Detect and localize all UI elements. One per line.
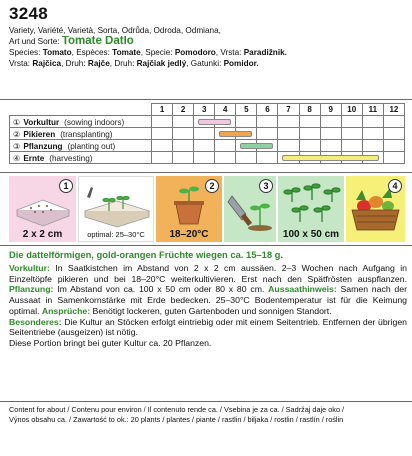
calendar-month: 9	[320, 104, 341, 116]
icon-label: optimal: 25–30°C	[87, 230, 145, 239]
calendar-cell	[299, 152, 320, 164]
calendar-cell	[257, 140, 278, 152]
calendar-row	[10, 140, 405, 152]
vorkultur-heading: Vorkultur:	[9, 263, 50, 273]
aussaat-heading: Aussaathinweis:	[268, 284, 337, 295]
pflanzung-heading: Pflanzung:	[9, 284, 54, 295]
calendar-cell	[152, 152, 173, 164]
activity-name: Pikieren	[23, 129, 56, 139]
activity-number: ②	[13, 129, 21, 139]
calendar-cell	[299, 116, 320, 128]
calendar-cell	[383, 128, 404, 140]
calendar-month: 8	[299, 104, 320, 116]
activity-subtitle: (sowing indoors)	[64, 117, 125, 127]
calendar-cell	[383, 152, 404, 164]
calendar-cell	[152, 116, 173, 128]
calendar-month-header	[10, 104, 405, 116]
calendar-cell	[320, 140, 341, 152]
calendar-cell	[341, 128, 362, 140]
calendar-cell	[299, 128, 320, 140]
calendar-cell	[320, 116, 341, 128]
calendar-cell	[152, 140, 173, 152]
gatunki-label: , Gatunki:	[186, 59, 222, 68]
especes-value: Tomate	[112, 48, 141, 57]
cultivation-instructions	[9, 263, 407, 349]
product-code: 3248	[9, 4, 49, 23]
calendar-cell	[173, 140, 194, 152]
calendar-cell	[173, 128, 194, 140]
calendar-cell	[362, 140, 383, 152]
sowing-calendar	[9, 103, 405, 164]
species-value: Tomato	[42, 48, 72, 57]
calendar-activity-label	[10, 128, 152, 140]
species-row-2: Vrsta: Rajčica, Druh: Rajče, Druh: Rajčiak jedlý, Gatunki: Pomidor.	[9, 59, 259, 68]
step-number: 1	[59, 179, 73, 193]
calendar-cell	[278, 128, 299, 140]
calendar-cell	[362, 128, 383, 140]
ansprueche-heading: Ansprüche:	[41, 305, 91, 316]
calendar-cell	[299, 140, 320, 152]
ansprueche-text: Benötigt lockeren, guten Gartenboden und sonnigen Standort.	[90, 305, 332, 316]
content-footer	[9, 405, 407, 425]
icon-label: 100 x 50 cm	[282, 229, 340, 240]
calendar-cell	[278, 152, 299, 164]
portion-text: Diese Portion bringt bei guter Kultur ca. 20 Pflanzen.	[9, 337, 212, 348]
vorkultur-text: In Saatkistchen im Abstand von 2 x 2 cm aussäen. 2–3 Wochen nach Aufgang in Einzeltöpfe pikieren und bei 18–20°C weiterkultivieren. Erst nach den Spätfrösten auspflanzen.	[9, 263, 407, 284]
calendar-month: 7	[278, 104, 299, 116]
calendar-cell	[341, 140, 362, 152]
especes-label: , Espèces:	[71, 48, 110, 57]
activity-name: Ernte	[23, 153, 45, 163]
calendar-cell	[362, 152, 383, 164]
icon-field-spacing	[278, 176, 344, 242]
icon-label: 18–20°C	[169, 229, 209, 240]
icon-pot	[156, 176, 222, 242]
calendar-cell	[194, 128, 215, 140]
icon-planting	[224, 176, 276, 242]
activity-subtitle: (harvesting)	[49, 153, 93, 163]
besonderes-text: Die Kultur an Stöcken erfolgt eintriebig oder mit einem Seitentrieb. Entfernen der übrigen Seitentriebe (ausgeizen) ist nötig.	[9, 316, 407, 338]
calendar-cell	[236, 116, 257, 128]
calendar-month: 1	[152, 104, 173, 116]
art-sorte-label: Art und Sorte:	[9, 37, 60, 46]
calendar-cell	[236, 152, 257, 164]
druh2-value: Rajčiak jedlý	[136, 59, 187, 68]
pflanzung-text: Im Abstand von ca. 100 x 50 cm oder 80 x 80 cm.	[53, 284, 269, 295]
activity-number: ③	[13, 141, 21, 151]
calendar-month: 5	[236, 104, 257, 116]
calendar-cell	[173, 116, 194, 128]
calendar-corner	[10, 104, 152, 116]
vrsta2-value: Rajčica	[32, 59, 62, 68]
activity-number: ④	[13, 153, 21, 163]
calendar-cell	[194, 116, 215, 128]
divider-calendar	[0, 172, 412, 173]
calendar-cell	[215, 128, 236, 140]
fruit-headline: Die dattelförmigen, gold-orangen Früchte wiegen ca. 15–18 g.	[9, 249, 284, 260]
art-sorte-row	[9, 36, 405, 47]
calendar-month: 2	[173, 104, 194, 116]
calendar-cell	[152, 128, 173, 140]
calendar-month: 10	[341, 104, 362, 116]
footer-line-2: Výnos obsahu ca. / Zawartość to ok.: 20 plants / plantes / piante / rastlin / biljaka / rostlin / rastlín / roślin	[9, 415, 344, 425]
step-number: 2	[205, 179, 219, 193]
calendar-month: 12	[383, 104, 404, 116]
calendar-month: 3	[194, 104, 215, 116]
calendar-cell	[215, 152, 236, 164]
calendar-month: 6	[257, 104, 278, 116]
calendar-cell	[278, 116, 299, 128]
calendar-row	[10, 128, 405, 140]
vrsta-label: , Vrsta:	[215, 48, 242, 57]
icon-seedling-tray	[78, 176, 154, 242]
activity-number: ①	[13, 117, 21, 127]
aussaat-text: Samen nach der Aussaat in Samenkornstärke mit Erde bedecken. 25–30°C Bodentemperatur ist für die Keimung optimal.	[9, 284, 407, 316]
calendar-cell	[383, 116, 404, 128]
divider-icons	[0, 245, 412, 246]
step-number: 3	[259, 179, 273, 193]
specie-value: Pomodoro	[174, 48, 216, 57]
activity-subtitle: (planting out)	[67, 141, 116, 151]
besonderes-heading: Besonderes:	[9, 316, 62, 327]
calendar-cell	[194, 140, 215, 152]
calendar-cell	[257, 152, 278, 164]
calendar-cell	[236, 128, 257, 140]
divider-footer	[0, 401, 412, 402]
calendar-cell	[278, 140, 299, 152]
calendar-cell	[320, 128, 341, 140]
divider-top	[0, 99, 412, 100]
druh-value: Rajče	[87, 59, 110, 68]
activity-name: Pflanzung	[23, 141, 63, 151]
druh2-label: , Druh:	[109, 59, 135, 68]
vrsta2-label: Vrsta:	[9, 59, 31, 68]
activity-subtitle: (transplanting)	[60, 129, 113, 139]
specie-label: , Specie:	[140, 48, 173, 57]
calendar-cell	[341, 116, 362, 128]
calendar-activity-label	[10, 140, 152, 152]
gatunki-value: Pomidor	[223, 59, 257, 68]
icon-harvest	[346, 176, 405, 242]
calendar-cell	[257, 128, 278, 140]
species-row-1: Species: Tomato, Espèces: Tomate, Specie: Pomodoro, Vrsta: Paradižnik.	[9, 48, 287, 57]
step-number: 4	[388, 179, 402, 193]
calendar-cell	[173, 152, 194, 164]
variety-line: Variety, Variété, Varietà, Sorta, Odrůda, Odroda, Odmiana,	[9, 26, 221, 35]
calendar-month: 4	[215, 104, 236, 116]
variety-header	[9, 25, 405, 69]
calendar-cell	[341, 152, 362, 164]
calendar-month: 11	[362, 104, 383, 116]
variety-title: Tomate Datlo	[61, 36, 134, 47]
calendar-activity-label	[10, 116, 152, 128]
calendar-cell	[215, 140, 236, 152]
species-label: Species:	[9, 48, 41, 57]
calendar-row	[10, 116, 405, 128]
icon-sowing-tray	[9, 176, 76, 242]
icon-label: 2 x 2 cm	[22, 229, 63, 240]
calendar-activity-label	[10, 152, 152, 164]
footer-line-1: Content for about / Contenu pour environ / Il contenuto rende ca. / Vsebina je za ca. / Sadržaj daje oko /	[9, 405, 345, 414]
calendar-cell	[383, 140, 404, 152]
calendar-row	[10, 152, 405, 164]
calendar-cell	[194, 152, 215, 164]
calendar-cell	[215, 116, 236, 128]
instruction-icons	[9, 176, 405, 242]
calendar-cell	[257, 116, 278, 128]
vrsta-value: Paradižnik	[243, 48, 285, 57]
activity-name: Vorkultur	[23, 117, 60, 127]
calendar-cell	[320, 152, 341, 164]
calendar-cell	[236, 140, 257, 152]
druh-label: , Druh:	[61, 59, 86, 68]
calendar-cell	[362, 116, 383, 128]
